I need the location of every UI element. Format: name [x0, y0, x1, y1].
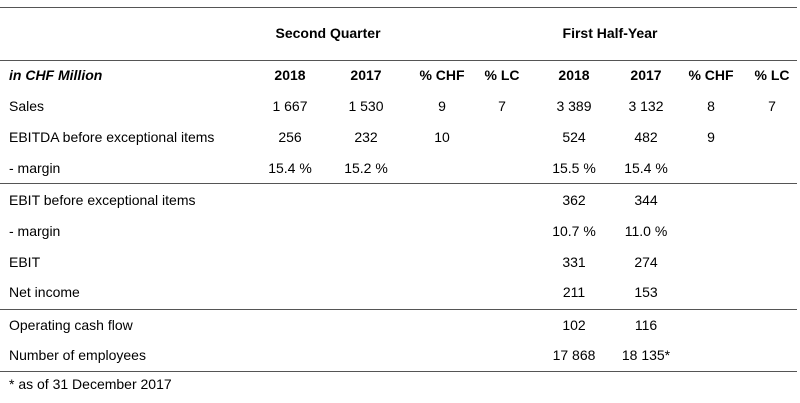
col-header-q-2018: 2018: [274, 67, 306, 83]
table-cell: 18 135*: [621, 347, 671, 363]
table-cell: [334, 340, 398, 371]
table-cell: [470, 247, 534, 278]
table-cell: 362: [562, 192, 586, 208]
table-row: [0, 216, 800, 247]
column-header-row: [0, 60, 800, 91]
table-cell: 15.4 %: [624, 160, 668, 176]
table-cell: [740, 340, 800, 371]
table-cell: [470, 122, 534, 153]
table-cell: 7: [498, 98, 506, 114]
row-label: Net income: [9, 284, 80, 300]
table-cell: 7: [768, 98, 776, 114]
col-header-h-pct-lc: % LC: [754, 67, 790, 83]
col-header-h-2017: 2017: [630, 67, 662, 83]
table-cell: [410, 247, 474, 278]
table-cell: 274: [634, 254, 658, 270]
table-cell: [740, 216, 800, 247]
table-cell: 11.0 %: [624, 223, 668, 239]
row-label: EBITDA before exceptional items: [9, 129, 215, 145]
table-row: [0, 277, 800, 308]
table-row: [0, 310, 800, 341]
table-row: [0, 247, 800, 278]
table-cell: 15.4 %: [268, 160, 312, 176]
table-cell: [679, 185, 743, 216]
table-row: [0, 185, 800, 216]
table-cell: 524: [562, 129, 586, 145]
table-cell: [679, 340, 743, 371]
table-row: [0, 340, 800, 371]
table-cell: [740, 153, 800, 184]
row-label: Number of employees: [9, 347, 146, 363]
group-header-first-half-year: First Half-Year: [562, 25, 658, 41]
table-cell: [410, 340, 474, 371]
row-label: - margin: [9, 223, 61, 239]
row-label: - margin: [9, 160, 61, 176]
table-row: [0, 122, 800, 153]
table-cell: [679, 247, 743, 278]
table-cell: [334, 185, 398, 216]
table-cell: 3 132: [628, 98, 664, 114]
table-cell: [258, 185, 322, 216]
table-cell: [740, 310, 800, 341]
col-header-q-2017: 2017: [350, 67, 382, 83]
row-label: EBIT: [9, 254, 41, 270]
table-cell: [679, 277, 743, 308]
table-cell: 1 667: [272, 98, 308, 114]
table-bottom-rule: [0, 371, 797, 372]
table-cell: 153: [634, 284, 658, 300]
table-cell: [258, 247, 322, 278]
row-label: Sales: [9, 98, 45, 114]
table-cell: 9: [707, 129, 715, 145]
table-cell: [470, 185, 534, 216]
footnote: * as of 31 December 2017: [9, 376, 172, 392]
col-header-h-pct-chf: % CHF: [688, 67, 734, 83]
table-cell: [258, 340, 322, 371]
table-cell: 344: [634, 192, 658, 208]
table-cell: [258, 216, 322, 247]
table-cell: [470, 153, 534, 184]
table-cell: 211: [562, 284, 586, 300]
table-cell: 482: [634, 129, 658, 145]
table-cell: 256: [278, 129, 302, 145]
table-cell: [470, 277, 534, 308]
table-cell: 10: [434, 129, 450, 145]
table-cell: 232: [354, 129, 378, 145]
table-cell: 331: [562, 254, 586, 270]
table-cell: [410, 185, 474, 216]
table-cell: 116: [634, 317, 658, 333]
table-cell: 9: [438, 98, 446, 114]
table-cell: [740, 277, 800, 308]
table-cell: 102: [562, 317, 586, 333]
table-top-rule: [0, 7, 797, 8]
table-cell: [740, 185, 800, 216]
table-cell: [258, 277, 322, 308]
table-cell: [334, 277, 398, 308]
table-row: [0, 91, 800, 122]
table-cell: [410, 216, 474, 247]
table-cell: [334, 216, 398, 247]
table-cell: [740, 122, 800, 153]
col-header-h-2018: 2018: [558, 67, 590, 83]
table-cell: 8: [707, 98, 715, 114]
table-cell: 15.5 %: [552, 160, 596, 176]
table-cell: [470, 340, 534, 371]
table-cell: 15.2 %: [344, 160, 388, 176]
table-cell: [334, 247, 398, 278]
table-cell: [740, 247, 800, 278]
table-cell: [679, 310, 743, 341]
table-row: [0, 153, 800, 184]
table-cell: [679, 216, 743, 247]
table-cell: 1 530: [348, 98, 384, 114]
group-header-second-quarter: Second Quarter: [275, 25, 381, 41]
table-cell: 3 389: [556, 98, 592, 114]
table-cell: [410, 310, 474, 341]
row-label: EBIT before exceptional items: [9, 192, 196, 208]
table-cell: 17 868: [552, 347, 596, 363]
unit-label: in CHF Million: [9, 67, 103, 83]
table-cell: [258, 310, 322, 341]
table-cell: [470, 310, 534, 341]
table-cell: [470, 216, 534, 247]
row-label: Operating cash flow: [9, 317, 133, 333]
table-cell: [410, 153, 474, 184]
col-header-q-pct-lc: % LC: [484, 67, 520, 83]
table-cell: [679, 153, 743, 184]
table-cell: 10.7 %: [552, 223, 596, 239]
table-cell: [334, 310, 398, 341]
col-header-q-pct-chf: % CHF: [419, 67, 465, 83]
table-cell: [410, 277, 474, 308]
